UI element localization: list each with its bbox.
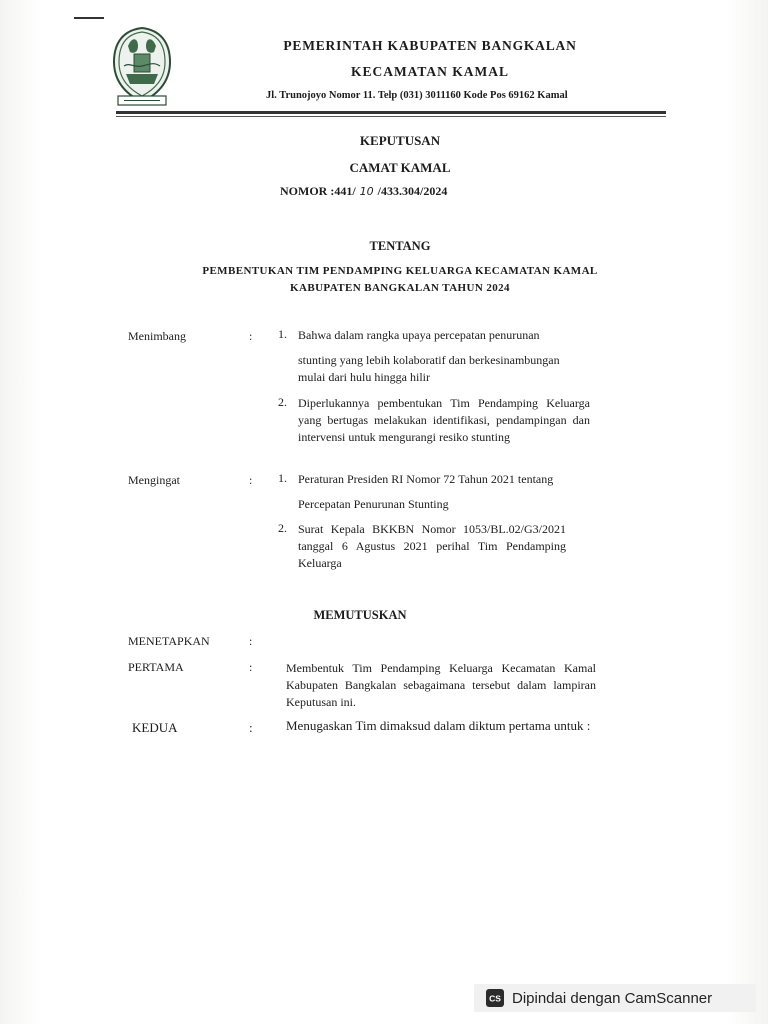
bangkalan-emblem-icon: [108, 22, 176, 110]
menimbang-label: Menimbang: [128, 329, 186, 343]
mengingat-item-1-line-1: Peraturan Presiden RI Nomor 72 Tahun 2021 tentang: [298, 472, 554, 486]
kedua-colon: :: [249, 720, 253, 735]
menimbang-item-1-line-1: Bahwa dalam rangka upaya percepatan penurunan: [298, 328, 540, 342]
menimbang-item-1-line-2: stunting yang lebih kolaboratif dan berkesinambungan: [298, 353, 560, 367]
subject-line-2: KABUPATEN BANGKALAN TAHUN 2024: [290, 282, 510, 294]
header-rule-thick: [116, 111, 666, 114]
menimbang-colon: :: [249, 329, 253, 343]
decree-number: [280, 184, 500, 199]
menimbang-item-2-number: 2.: [278, 395, 287, 409]
title-camat: CAMAT KAMAL: [349, 160, 451, 175]
mengingat-item-1-line-2: Percepatan Penurunan Stunting: [298, 497, 449, 511]
scan-mark: [74, 17, 104, 19]
menimbang-item-1-number: 1.: [278, 327, 287, 341]
camscanner-icon: [486, 989, 504, 1007]
mengingat-label: Mengingat: [128, 473, 180, 487]
tentang-heading: TENTANG: [369, 239, 431, 253]
header-district: KECAMATAN KAMAL: [350, 64, 510, 79]
decree-number-handwritten: 10: [359, 185, 374, 198]
memutuskan-heading: MEMUTUSKAN: [313, 608, 407, 622]
camscanner-watermark: [474, 984, 756, 1012]
mengingat-item-2-number: 2.: [278, 521, 287, 535]
decree-number-suffix: /433.304/2024: [377, 184, 448, 198]
pertama-colon: :: [249, 660, 253, 674]
header-rule-thin: [116, 116, 666, 117]
menimbang-item-2-text: Diperlukannya pembentukan Tim Pendamping Keluarga yang bertugas melakukan identifikasi, pendampingan dan intervensi untuk mengurangi resiko stunting: [298, 396, 590, 444]
header-government: PEMERINTAH KABUPATEN BANGKALAN: [283, 38, 577, 53]
decree-number-prefix: NOMOR :441/: [280, 184, 356, 198]
camscanner-text: Dipindai dengan CamScanner: [512, 989, 713, 1007]
title-keputusan: KEPUTUSAN: [359, 133, 441, 148]
pertama-text: Membentuk Tim Pendamping Keluarga Kecamatan Kamal Kabupaten Bangkalan sebagaimana tersebut dalam lampiran Keputusan ini.: [286, 661, 596, 709]
subject-line-1: PEMBENTUKAN TIM PENDAMPING KELUARGA KECAMATAN KAMAL: [202, 265, 598, 277]
menimbang-item-1-line-3: mulai dari hulu hingga hilir: [298, 370, 430, 384]
kedua-text: Menugaskan Tim dimaksud dalam diktum pertama untuk :: [286, 718, 591, 733]
mengingat-item-1-number: 1.: [278, 471, 287, 485]
header-address: Jl. Trunojoyo Nomor 11. Telp (031) 3011160 Kode Pos 69162 Kamal: [266, 90, 568, 101]
menetapkan-label: MENETAPKAN: [128, 634, 210, 648]
camscanner-icon-text: CS: [489, 993, 501, 1004]
mengingat-colon: :: [249, 473, 253, 487]
kedua-label: KEDUA: [132, 720, 178, 735]
mengingat-item-2-text: Surat Kepala BKKBN Nomor 1053/BL.02/G3/2021 tanggal 6 Agustus 2021 perihal Tim Pendamping Keluarga: [298, 522, 566, 570]
menetapkan-colon: :: [249, 634, 253, 648]
pertama-label: PERTAMA: [128, 660, 184, 674]
